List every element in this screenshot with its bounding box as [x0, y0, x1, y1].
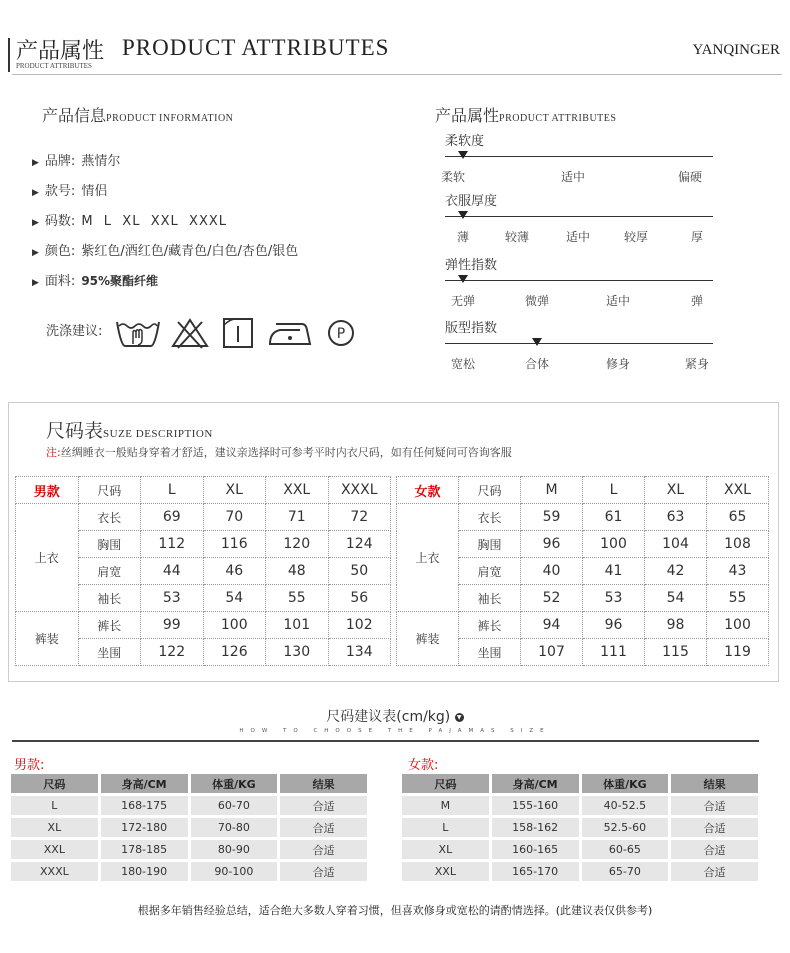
measure-label: 裤长	[459, 612, 521, 639]
info-value: 95%聚酯纤维	[81, 274, 159, 288]
measure-value: 124	[328, 531, 391, 558]
size-heading: XL	[645, 477, 707, 504]
rec-cell: 80-90	[191, 840, 278, 859]
measure-value: 99	[141, 612, 204, 639]
rec-cell: M	[402, 796, 489, 815]
measure-label: 胸围	[459, 531, 521, 558]
info-label: 码数:	[44, 214, 76, 229]
note-text: 丝绸睡衣一般贴身穿着才舒适，建议亲选择时可参考平时内衣尺码，如有任何疑问可咨询客服	[60, 446, 512, 459]
rec-cell: 60-65	[582, 840, 669, 859]
rec-cell: 合适	[671, 796, 758, 815]
iron-low-icon	[266, 316, 314, 350]
attr-option: 较薄	[504, 230, 530, 244]
attr-option: 适中	[605, 294, 631, 308]
attr-option: 厚	[690, 230, 704, 244]
measure-value: 111	[583, 639, 645, 666]
size-label: 尺码	[78, 477, 141, 504]
no-bleach-icon	[170, 316, 210, 350]
attr-scale-line	[445, 343, 713, 344]
measure-value: 100	[203, 612, 266, 639]
rec-cell: 合适	[280, 840, 367, 859]
rec-cell: 165-170	[492, 862, 579, 881]
size-label: 尺码	[459, 477, 521, 504]
rec-cell: 合适	[671, 840, 758, 859]
attr-option: 薄	[456, 230, 470, 244]
size-chart-title-cn: 尺码表	[46, 421, 104, 442]
measure-label: 坐围	[459, 639, 521, 666]
measure-value: 70	[203, 504, 266, 531]
table-row	[11, 840, 367, 859]
recommend-title-text: 尺码建议表	[326, 709, 397, 725]
page-title-en: PRODUCT ATTRIBUTES	[122, 35, 390, 60]
info-value: 燕情尔	[81, 154, 121, 169]
measure-value: 48	[266, 558, 329, 585]
attr-section-title	[435, 103, 616, 126]
table-row	[397, 504, 769, 531]
rec-cell: L	[402, 818, 489, 837]
info-row	[32, 210, 227, 229]
recommend-title	[0, 706, 790, 726]
measure-value: 119	[707, 639, 769, 666]
measure-value: 46	[203, 558, 266, 585]
rec-cell: 172-180	[101, 818, 188, 837]
page-subtitle: PRODUCT ATTRIBUTES	[16, 62, 92, 70]
info-value: 情侣	[81, 184, 108, 199]
bottom-group-label: 裤装	[16, 612, 79, 666]
measure-label: 衣长	[459, 504, 521, 531]
info-value: M L XL XXL XXXL	[81, 214, 227, 229]
info-row	[32, 150, 120, 169]
rec-header-cell: 尺码	[11, 774, 98, 793]
rec-men-table	[8, 771, 370, 884]
info-row	[32, 180, 107, 199]
attr-group-title: 柔软度	[445, 134, 485, 149]
measure-label: 胸围	[78, 531, 141, 558]
note-prefix: 注:	[46, 446, 61, 459]
attr-option: 适中	[560, 170, 586, 184]
attr-scale-line	[445, 156, 713, 157]
gender-label: 男款	[16, 477, 79, 504]
attr-option: 较厚	[623, 230, 649, 244]
measure-value: 55	[707, 585, 769, 612]
size-header-row	[16, 477, 391, 504]
attr-option: 弹	[690, 294, 704, 308]
rec-cell: 180-190	[101, 862, 188, 881]
measure-value: 100	[583, 531, 645, 558]
rec-cell: 合适	[280, 818, 367, 837]
table-row	[11, 818, 367, 837]
attr-scale-line	[445, 280, 713, 281]
dry-clean-p-icon	[326, 316, 356, 350]
size-chart-note	[46, 444, 512, 460]
top-group-label: 上衣	[397, 504, 459, 612]
rec-cell: XL	[402, 840, 489, 859]
rec-cell: 160-165	[492, 840, 579, 859]
measure-value: 72	[328, 504, 391, 531]
measure-value: 112	[141, 531, 204, 558]
measure-value: 130	[266, 639, 329, 666]
table-row	[11, 862, 367, 881]
bullet-triangle-icon: ▶	[32, 248, 39, 258]
rec-women-table	[399, 771, 761, 884]
header-accent-bar	[8, 38, 10, 72]
attr-option: 柔软	[440, 170, 466, 184]
rec-header-cell: 身高/CM	[492, 774, 579, 793]
table-row	[402, 840, 758, 859]
rec-cell: 合适	[280, 796, 367, 815]
attr-option: 合体	[524, 357, 550, 371]
rec-cell: L	[11, 796, 98, 815]
info-section-title	[42, 103, 233, 126]
attr-group-title: 衣服厚度	[445, 194, 498, 209]
top-group-label: 上衣	[16, 504, 79, 612]
rec-cell: 40-52.5	[582, 796, 669, 815]
measure-value: 69	[141, 504, 204, 531]
measure-value: 54	[203, 585, 266, 612]
line-dry-icon	[220, 316, 256, 350]
gender-label: 女款	[397, 477, 459, 504]
rec-men-label: 男款:	[14, 758, 45, 773]
info-title-cn: 产品信息	[42, 106, 107, 125]
info-row	[32, 270, 158, 289]
bullet-triangle-icon: ▶	[32, 188, 39, 198]
size-heading: XXXL	[328, 477, 391, 504]
rec-cell: 158-162	[492, 818, 579, 837]
attr-option: 修身	[605, 357, 631, 371]
rec-cell: 合适	[671, 818, 758, 837]
info-label: 款号:	[44, 184, 76, 199]
rec-cell: XL	[11, 818, 98, 837]
brand-name: YANQINGER	[692, 42, 780, 58]
bottom-group-label: 裤装	[397, 612, 459, 666]
measure-value: 44	[141, 558, 204, 585]
attr-option: 微弹	[524, 294, 550, 308]
measure-value: 108	[707, 531, 769, 558]
info-row	[32, 240, 298, 259]
rec-cell: 52.5-60	[582, 818, 669, 837]
measure-value: 56	[328, 585, 391, 612]
rec-header-cell: 体重/KG	[582, 774, 669, 793]
attr-scale-line	[445, 216, 713, 217]
chevron-down-icon: ▼	[455, 713, 464, 722]
page-title-cn: 产品属性	[16, 39, 105, 64]
measure-value: 116	[203, 531, 266, 558]
hand-wash-icon	[113, 316, 163, 350]
measure-value: 50	[328, 558, 391, 585]
table-row	[402, 818, 758, 837]
size-heading: L	[141, 477, 204, 504]
men-size-table	[15, 476, 391, 666]
attr-option: 偏硬	[677, 170, 703, 184]
attr-option: 宽松	[450, 357, 476, 371]
rec-cell: 168-175	[101, 796, 188, 815]
size-chart-title	[46, 416, 213, 443]
bullet-triangle-icon: ▶	[32, 218, 39, 228]
measure-value: 59	[521, 504, 583, 531]
attr-group-title: 版型指数	[445, 321, 498, 336]
attr-option: 无弹	[450, 294, 476, 308]
care-label: 洗涤建议:	[46, 324, 103, 339]
info-label: 品牌:	[44, 154, 76, 169]
size-heading: XL	[203, 477, 266, 504]
attr-title-cn: 产品属性	[435, 106, 500, 125]
rec-header-row	[402, 774, 758, 793]
attr-selected-marker	[532, 338, 542, 346]
measure-value: 134	[328, 639, 391, 666]
measure-value: 120	[266, 531, 329, 558]
size-heading: M	[521, 477, 583, 504]
measure-value: 126	[203, 639, 266, 666]
measure-value: 63	[645, 504, 707, 531]
measure-value: 52	[521, 585, 583, 612]
measure-value: 42	[645, 558, 707, 585]
rec-cell: 合适	[671, 862, 758, 881]
rec-header-cell: 结果	[671, 774, 758, 793]
rec-cell: XXXL	[11, 862, 98, 881]
attr-selected-marker	[458, 151, 468, 159]
size-header-row	[397, 477, 769, 504]
info-title-en: PRODUCT INFORMATION	[106, 113, 234, 124]
rec-header-row	[11, 774, 367, 793]
attr-option: 适中	[565, 230, 591, 244]
dry-clean-p-letter: P	[336, 326, 346, 342]
rec-header-cell: 身高/CM	[101, 774, 188, 793]
measure-value: 55	[266, 585, 329, 612]
attr-group-title: 弹性指数	[445, 258, 498, 273]
measure-value: 101	[266, 612, 329, 639]
measure-value: 100	[707, 612, 769, 639]
measure-label: 袖长	[78, 585, 141, 612]
rec-cell: 155-160	[492, 796, 579, 815]
measure-value: 61	[583, 504, 645, 531]
measure-value: 107	[521, 639, 583, 666]
rec-header-cell: 体重/KG	[191, 774, 278, 793]
bullet-triangle-icon: ▶	[32, 278, 39, 288]
attr-selected-marker	[458, 211, 468, 219]
recommend-subtitle: HOW TO CHOOSE THE PAJAMAS SIZE	[239, 728, 551, 734]
rec-cell: XXL	[402, 862, 489, 881]
measure-value: 71	[266, 504, 329, 531]
measure-value: 43	[707, 558, 769, 585]
measure-value: 98	[645, 612, 707, 639]
measure-label: 裤长	[78, 612, 141, 639]
size-heading: XXL	[266, 477, 329, 504]
attr-option: 紧身	[684, 357, 710, 371]
table-row	[16, 504, 391, 531]
rec-cell: XXL	[11, 840, 98, 859]
measure-value: 115	[645, 639, 707, 666]
recommend-title-unit: (cm/kg)	[396, 709, 451, 725]
measure-value: 94	[521, 612, 583, 639]
measure-value: 54	[645, 585, 707, 612]
info-value: 紫红色/酒红色/藏青色/白色/杏色/银色	[81, 244, 299, 259]
measure-label: 衣长	[78, 504, 141, 531]
measure-label: 袖长	[459, 585, 521, 612]
size-heading: L	[583, 477, 645, 504]
measure-value: 40	[521, 558, 583, 585]
table-row	[16, 612, 391, 639]
rec-header-cell: 结果	[280, 774, 367, 793]
measure-value: 102	[328, 612, 391, 639]
header-divider	[12, 74, 782, 75]
measure-value: 96	[583, 612, 645, 639]
measure-label: 肩宽	[459, 558, 521, 585]
table-row	[11, 796, 367, 815]
measure-value: 96	[521, 531, 583, 558]
table-row	[402, 862, 758, 881]
table-row	[402, 796, 758, 815]
rec-cell: 60-70	[191, 796, 278, 815]
recommend-footer: 根据多年销售经验总结，适合绝大多数人穿着习惯，但喜欢修身或宽松的请酌情选择。(此建议表仅供参考)	[137, 904, 653, 917]
info-label: 颜色:	[44, 244, 76, 259]
rec-cell: 178-185	[101, 840, 188, 859]
measure-label: 肩宽	[78, 558, 141, 585]
rec-cell: 65-70	[582, 862, 669, 881]
rec-cell: 合适	[280, 862, 367, 881]
measure-value: 41	[583, 558, 645, 585]
attr-selected-marker	[458, 275, 468, 283]
rec-women-label: 女款:	[408, 758, 439, 773]
rec-header-cell: 尺码	[402, 774, 489, 793]
info-label: 面料:	[44, 274, 76, 289]
table-row	[397, 612, 769, 639]
size-heading: XXL	[707, 477, 769, 504]
bullet-triangle-icon: ▶	[32, 158, 39, 168]
measure-label: 坐围	[78, 639, 141, 666]
measure-value: 53	[141, 585, 204, 612]
measure-value: 53	[583, 585, 645, 612]
size-chart-title-en: SUZE DESCRIPTION	[103, 428, 213, 440]
rec-cell: 90-100	[191, 862, 278, 881]
rec-cell: 70-80	[191, 818, 278, 837]
measure-value: 65	[707, 504, 769, 531]
measure-value: 104	[645, 531, 707, 558]
women-size-table	[396, 476, 769, 666]
attr-title-en: PRODUCT ATTRIBUTES	[499, 113, 617, 124]
recommend-divider	[12, 740, 759, 742]
measure-value: 122	[141, 639, 204, 666]
